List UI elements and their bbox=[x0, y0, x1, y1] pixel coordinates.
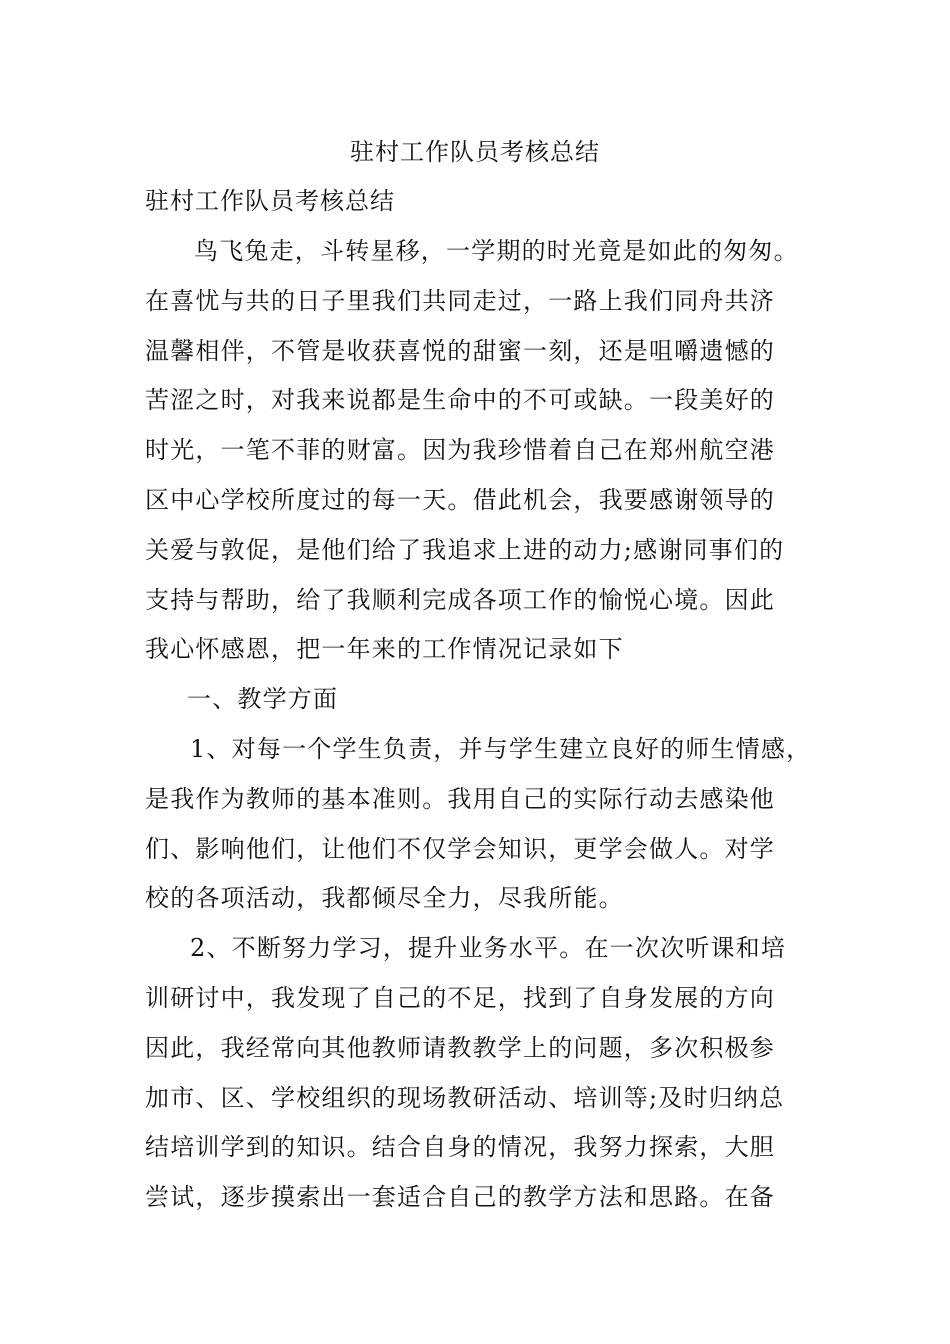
paragraph-line: 因此，我经常向其他教师请教教学上的问题，多次积极参 bbox=[145, 1033, 775, 1062]
paragraph-line: 1、对每一个学生负责，并与学生建立良好的师生情感， bbox=[190, 734, 812, 763]
paragraph-line: 时光，一笔不菲的财富。因为我珍惜着自己在郑州航空港 bbox=[145, 436, 775, 465]
paragraph-line: 们、影响他们，让他们不仅学会知识，更学会做人。对学 bbox=[145, 834, 775, 863]
page-title: 驻村工作队员考核总结 bbox=[350, 138, 600, 166]
body-text bbox=[145, 231, 835, 1227]
paragraph-line: 在喜忧与共的日子里我们共同走过，一路上我们同舟共济 bbox=[145, 286, 775, 315]
paragraph-line: 加市、区、学校组织的现场教研活动、培训等;及时归纳总 bbox=[145, 1083, 785, 1112]
paragraph-line: 关爱与敦促，是他们给了我追求上进的动力;感谢同事们的 bbox=[145, 535, 785, 564]
paragraph-line: 我心怀感恩，把一年来的工作情况记录如下 bbox=[145, 635, 624, 664]
paragraph-line: 校的各项活动，我都倾尽全力，尽我所能。 bbox=[145, 884, 624, 913]
paragraph-line: 支持与帮助，给了我顺利完成各项工作的愉悦心境。因此 bbox=[145, 585, 775, 614]
paragraph-line: 苦涩之时，对我来说都是生命中的不可或缺。一段美好的 bbox=[145, 386, 775, 415]
paragraph-line: 温馨相伴，不管是收获喜悦的甜蜜一刻，还是咀嚼遗憾的 bbox=[145, 336, 775, 365]
paragraph-line: 尝试，逐步摸索出一套适合自己的教学方法和思路。在备 bbox=[145, 1183, 775, 1212]
paragraph-line: 鸟飞兔走，斗转星移，一学期的时光竟是如此的匆匆。 bbox=[194, 237, 799, 265]
section-heading: 一、教学方面 bbox=[187, 685, 339, 714]
paragraph-line: 是我作为教师的基本准则。我用自己的实际行动去感染他 bbox=[145, 784, 775, 813]
paragraph-line: 训研讨中，我发现了自己的不足，找到了自身发展的方向 bbox=[145, 983, 775, 1012]
paragraph-line: 区中心学校所度过的每一天。借此机会，我要感谢领导的 bbox=[145, 485, 775, 514]
document-subtitle: 驻村工作队员考核总结 bbox=[145, 187, 395, 215]
paragraph-line: 结培训学到的知识。结合自身的情况，我努力探索，大胆 bbox=[145, 1133, 775, 1162]
paragraph-line: 2、不断努力学习，提升业务水平。在一次次听课和培 bbox=[190, 934, 787, 963]
